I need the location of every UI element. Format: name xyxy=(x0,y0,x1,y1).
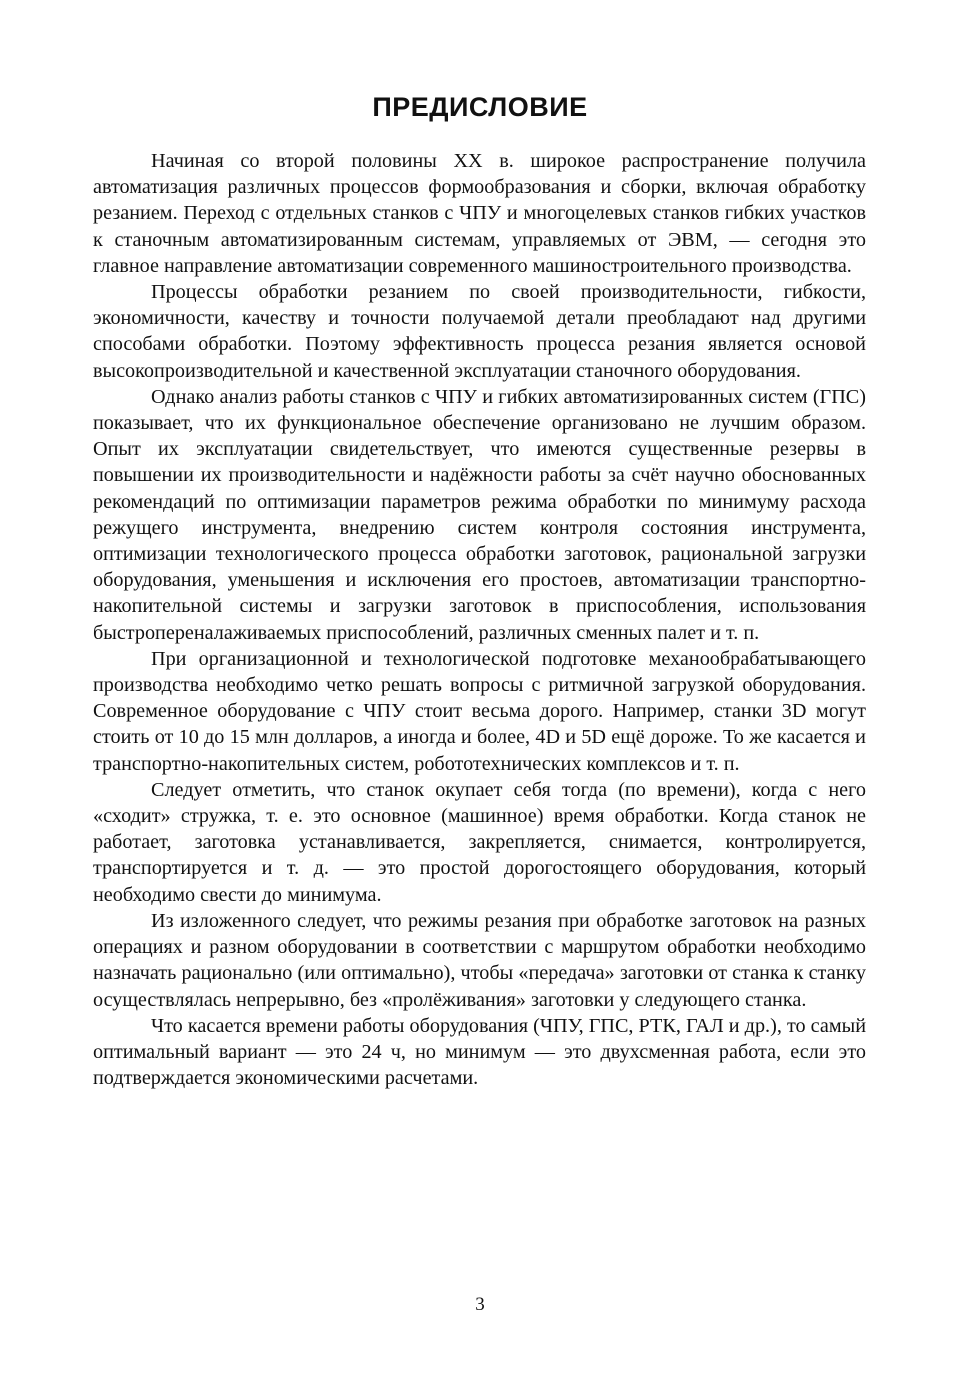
paragraph-1: Начиная со второй половины XX в. широкое распространение получила автоматизация различных процессов формообразования и сборки, включая обработку резанием. Переход с отдельных станков с ЧПУ и многоцелевых станков гибких участков к станочным автоматизированным системам, управляемых от ЭВМ, — сегодня это главное направление автоматизации современного машиностроительного производства. xyxy=(93,150,866,277)
body-text xyxy=(93,148,866,1091)
paragraph-6: Из изложенного следует, что режимы резания при обработке заготовок на разных операциях и разном оборудовании в соответствии с маршрутом обработки необходимо назначать рационально (или оптимально), чтобы «передача» заготовки от станка к станку осуществлялась непрерывно, без «пролёживания» заготовки у следующего станка. xyxy=(93,909,866,1011)
paragraph-5: Следует отметить, что станок окупает себя тогда (по времени), когда с него «сходит» стружка, т. е. это основное (машинное) время обработки. Когда станок не работает, заготовка устанавливается, закрепляется, снимается, контролируется, транспортируется и т. д. — это простой дорогостоящего оборудования, который необходимо свести до минимума. xyxy=(93,778,866,906)
page-number: 3 xyxy=(475,1294,485,1315)
paragraph-4: При организационной и технологической подготовке механообрабатывающего производства необходимо четко решать вопросы с ритмичной загрузкой оборудования. Современное оборудование с ЧПУ стоит весьма дорого. Например, станки 3D могут стоить от 10 до 15 млн долларов, а иногда и более, 4D и 5D ещё дороже. То же касается и транспортно-накопительных систем, робототехнических комплексов и т. п. xyxy=(93,647,866,775)
page-title: ПРЕДИСЛОВИЕ xyxy=(372,92,588,122)
paragraph-2: Процессы обработки резанием по своей производительности, гибкости, экономичности, качеству и точности получаемой детали преобладают над другими способами обработки. Поэтому эффективность процесса резания является основой высокопроизводительной и качественной эксплуатации станочного оборудования. xyxy=(93,281,866,382)
paragraph-7: Что касается времени работы оборудования (ЧПУ, ГПС, РТК, ГАЛ и др.), то самый оптимальный вариант — это 24 ч, но минимум — это двухсменная работа, если это подтверждается экономическими расчетами. xyxy=(93,1014,866,1090)
paragraph-3: Однако анализ работы станков с ЧПУ и гибких автоматизированных систем (ГПС) показывает, что их функциональное обеспечение организовано не лучшим образом. Опыт их эксплуатации свидетельствует, что имеются существенные резервы в повышении их производительности и надёжности работы за счёт научно обоснованных рекомендаций по оптимизации параметров режима обработки по минимуму расхода режущего инструмента, внедрению систем контроля состояния инструмента, оптимизации технологического процесса обработки заготовок, рациональной загрузки оборудования, уменьшения и исключения его простоев, автоматизации транспортно-накопительной системы и загрузки заготовок в приспособления, использования быстропереналаживаемых приспособлений, различных сменных палет и т. п. xyxy=(93,385,866,644)
